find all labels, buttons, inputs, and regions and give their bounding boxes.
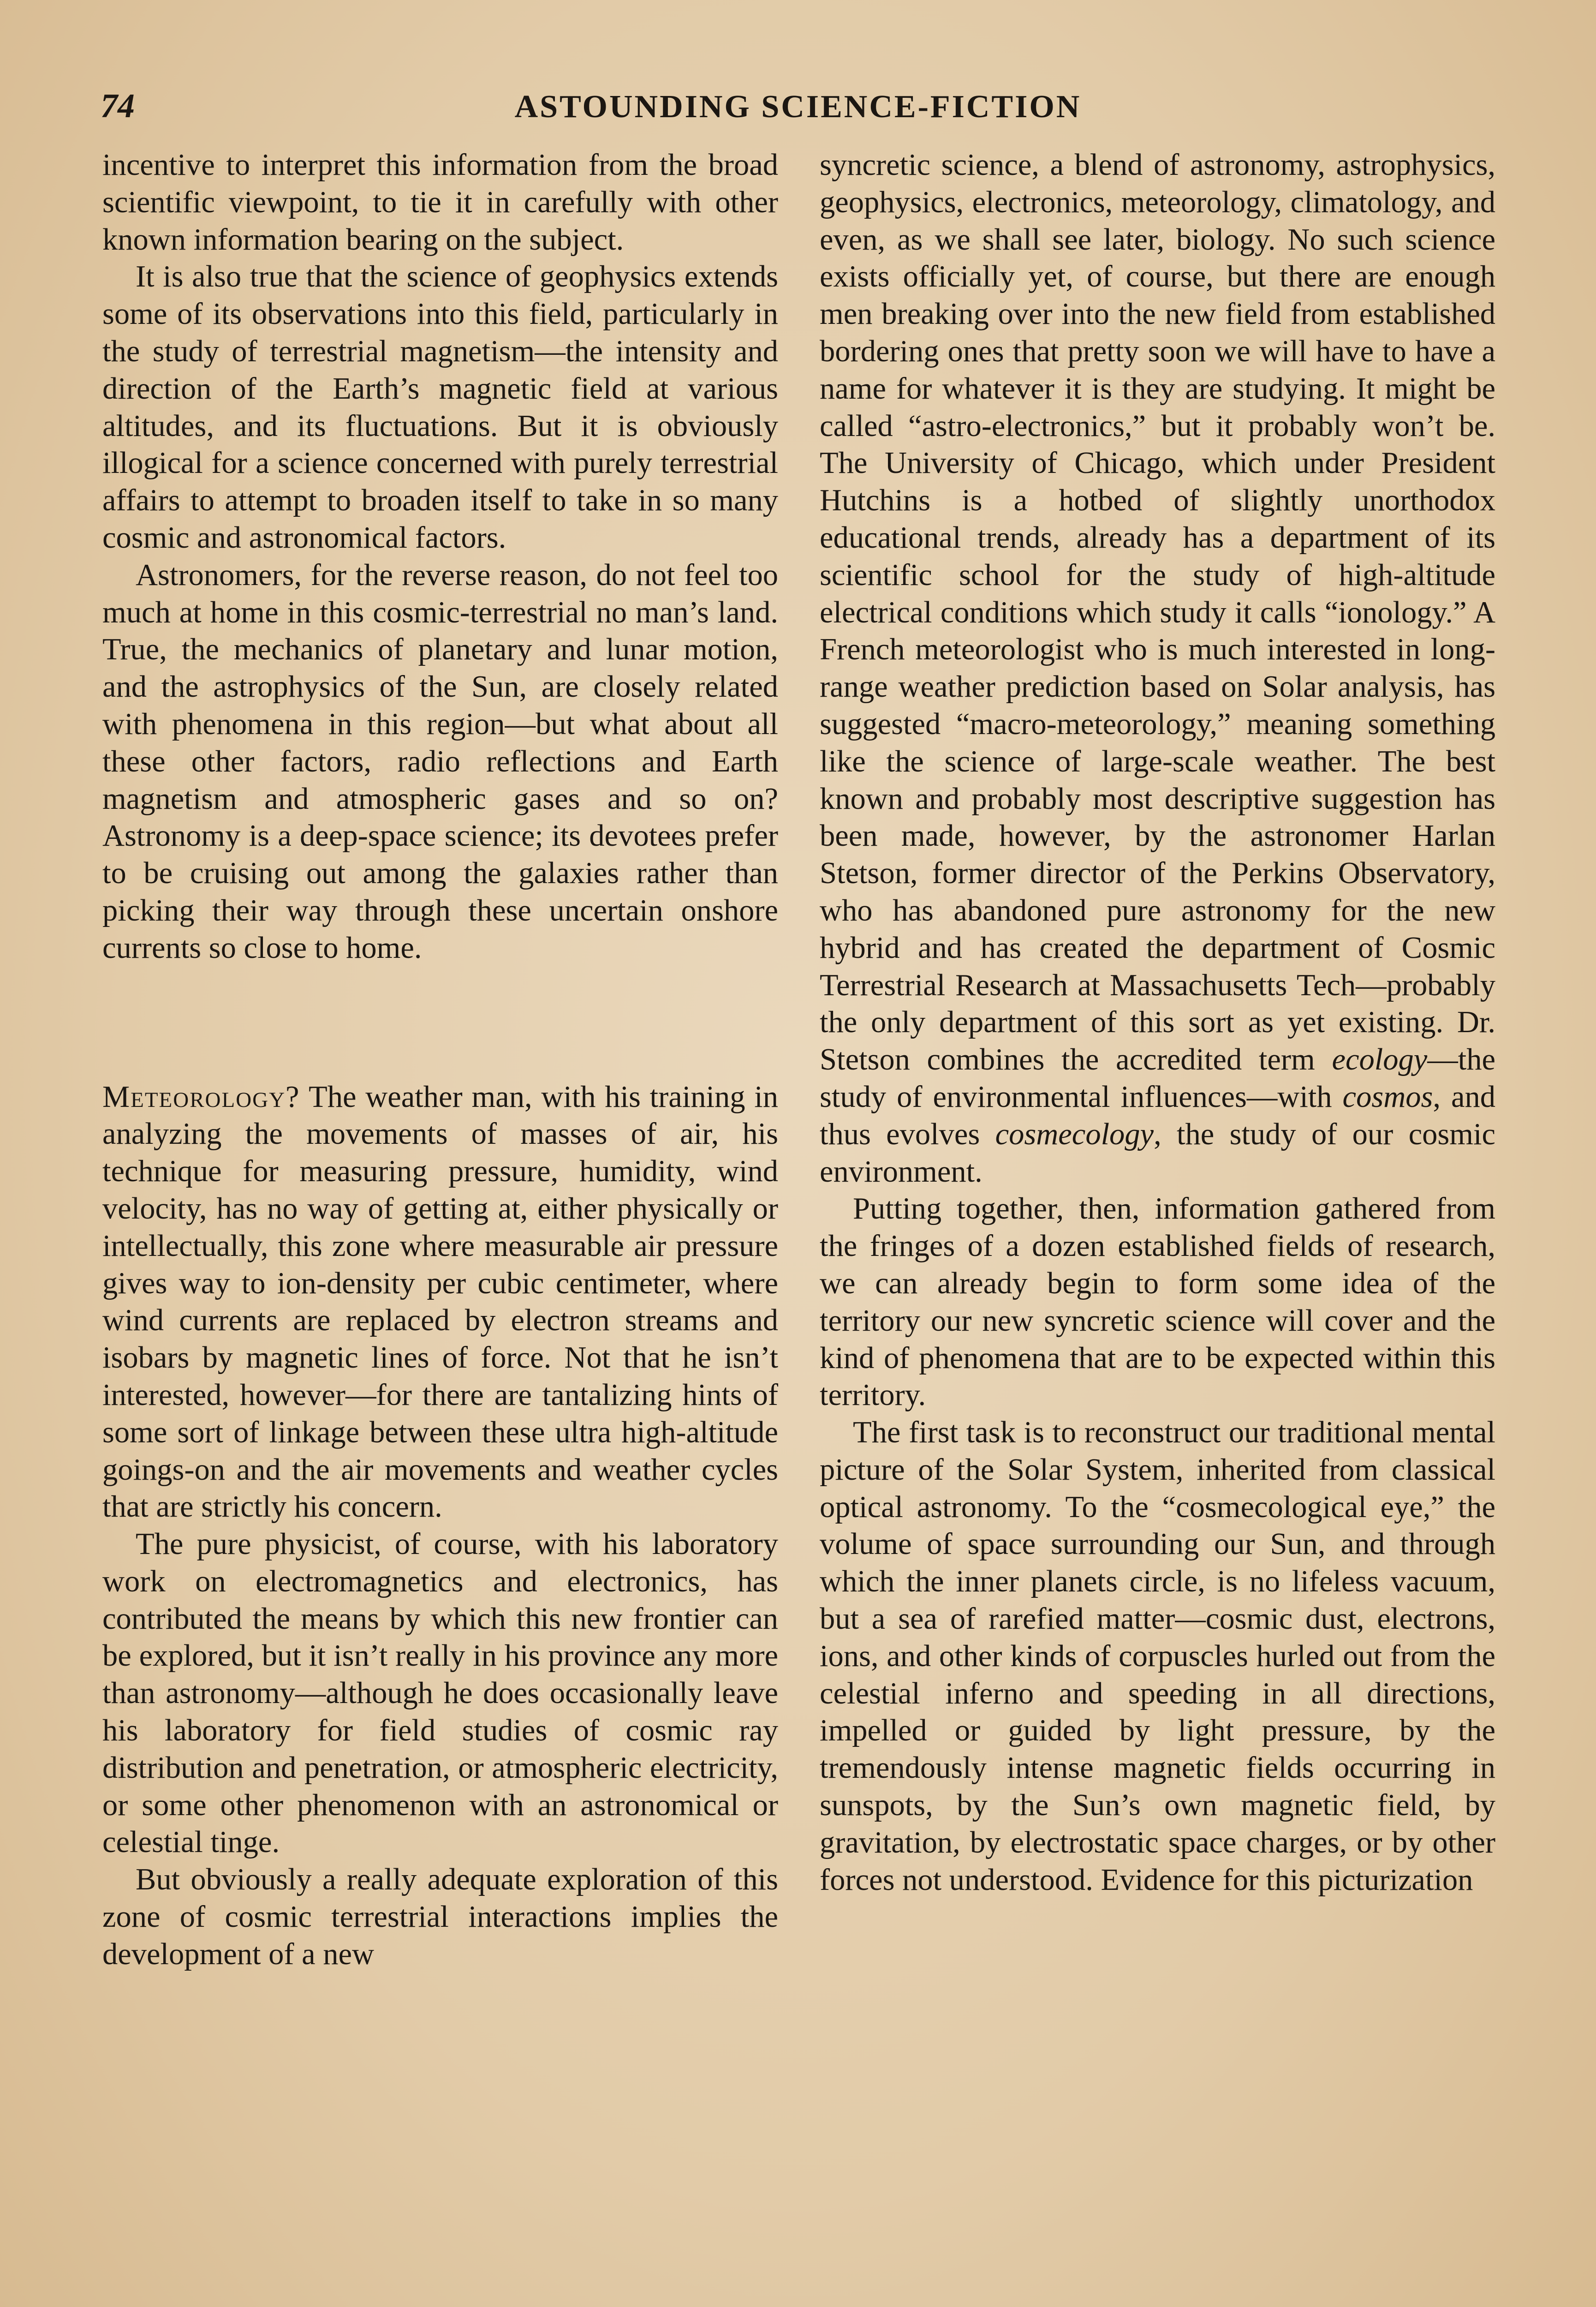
paragraph: The pure physicist, of course, with his laboratory work on electromagnetics and electronics, has contributed the means by which this new frontier can be explored, but it isn’t really in his province any more than astronomy—although he does occasionally leave his laboratory for field studies of cosmic ray distribution and penetration, or atmospheric electricity, or some other phenomenon with an astronomical or celestial tinge.: [102, 1527, 778, 1859]
paragraph: Putting together, then, information gathered from the fringes of a dozen established fields of research, we can already begin to form some idea of the territory our new syncretic science will cover and the kind of phenomena that are to be expected within this territory.: [820, 1192, 1495, 1412]
left-column: [102, 147, 778, 1973]
paragraph-text: , the study of our cosmic environment.: [820, 1117, 1496, 1189]
paragraph: Astronomers, for the reverse reason, do not feel too much at home in this cosmic-terrestrial no man’s land. True, the mechanics of planetary and lunar motion, and the astrophysics of the Sun, are closely related with phenomena in this region—but what about all these other factors, radio reflections and Earth magnetism and atmospheric gases and so on? Astronomy is a deep-space science; its devotees prefer to be cruising out among the galaxies rather than picking their way through these uncertain onshore currents so close to home.: [102, 558, 778, 965]
italic-term: cosmos: [1342, 1080, 1433, 1114]
paragraph: [102, 1079, 778, 1526]
right-column: [820, 147, 1495, 1899]
paragraph: [820, 147, 1495, 1190]
paragraph-text: , and thus evolves: [820, 1080, 1495, 1151]
page-number: 74: [101, 87, 135, 125]
paragraph-text: syncretic science, a blend of astronomy, astrophysics, geophysics, electronics, meteorology, climatology, and even, as we shall see later, biology. No such science exists officially yet, of course, but there are enough men breaking over into the new field from established bordering ones that pretty soon we will have to have a name for whatever it is they are studying. It might be called “astro-electronics,” but it probably won’t be. The University of Chicago, which under President Hutchins is a hotbed of slightly unorthodox educational trends, already has a department of its scientific school for the study of high-altitude electrical conditions which study it calls “ionology.” A French meteorologist who is much interested in long-range weather prediction based on Solar analysis, has suggested “macro-meteorology,” meaning something like the science of large-scale weather. The best known and probably most descriptive suggestion has been made, however, by the astronomer Harlan Stetson, former director of the Perkins Observatory, who has abandoned pure astronomy for the new hybrid and has created the department of Cosmic Terrestrial Research at Massachusetts Tech—probably the only department of this sort as yet existing. Dr. Stetson combines the accredited term: [820, 148, 1495, 1077]
running-head: ASTOUNDING SCIENCE-FICTION: [514, 89, 1082, 125]
paragraph-text: —the study of environmental influences—with: [820, 1043, 1495, 1114]
italic-term: ecology: [1332, 1043, 1428, 1077]
section-lead: Meteorology?: [102, 1080, 300, 1114]
paragraph: But obviously a really adequate exploration of this zone of cosmic terrestrial interactions implies the development of a new: [102, 1863, 778, 1971]
paragraph-text: The weather man, with his training in analyzing the movements of masses of air, his technique for measuring pressure, humidity, wind velocity, has no way of getting at, either physically or intellectually, this zone where measurable air pressure gives way to ion-density per cubic centimeter, where wind currents are replaced by electron streams and isobars by magnetic lines of force. Not that he isn’t interested, however—for there are tantalizing hints of some sort of linkage between these ultra high-altitude goings-on and the air movements and weather cycles that are strictly his concern.: [102, 1080, 778, 1524]
paragraph: It is also true that the science of geophysics extends some of its observations into this field, particularly in the study of terrestrial magnetism—the intensity and direction of the Earth’s magnetic field at various altitudes, and its fluctuations. But it is obviously illogical for a science concerned with purely terrestrial affairs to attempt to broaden itself to take in so many cosmic and astronomical factors.: [102, 260, 778, 555]
paragraph: The first task is to reconstruct our traditional mental picture of the Solar System, inherited from classical optical astronomy. To the “cosmecological eye,” the volume of space surrounding our Sun, and through which the inner planets circle, is no lifeless vacuum, but a sea of rarefied matter—cosmic dust, electrons, ions, and other kinds of corpuscles hurled out from the celestial inferno and speeding in all directions, impelled or guided by light pressure, by the tremendously intense magnetic fields occurring in sunspots, by the Sun’s own magnetic field, by gravitation, by electrostatic space charges, or by other forces not understood. Evidence for this picturization: [820, 1416, 1495, 1897]
paragraph: incentive to interpret this information from the broad scientific viewpoint, to tie it in carefully with other known information bearing on the subject.: [102, 148, 778, 257]
italic-term: cosmecology: [995, 1117, 1154, 1151]
